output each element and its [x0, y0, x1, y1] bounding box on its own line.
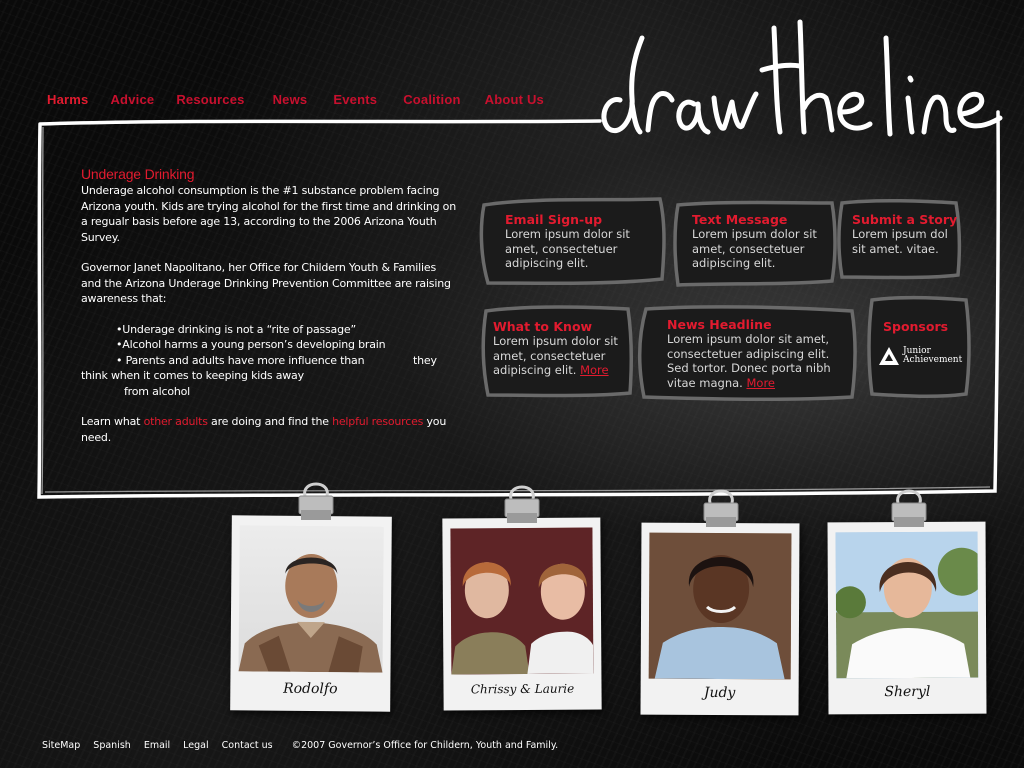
nav-news[interactable]: News — [272, 92, 308, 107]
footer-legal-link[interactable]: Legal — [183, 740, 209, 751]
portrait-sheryl — [836, 532, 979, 679]
binder-clip-icon — [700, 483, 742, 533]
junior-achievement-icon — [878, 346, 900, 366]
other-adults-link[interactable]: other adults — [143, 415, 208, 428]
photo-card-judy[interactable] — [640, 523, 799, 716]
news-headline-text — [667, 332, 851, 390]
what-to-know-more-link[interactable]: More — [580, 363, 609, 377]
sponsor-name-line2: Achievement — [903, 355, 963, 365]
what-to-know-body: Lorem ipsum dolor sit amet, consectetuer adipiscing elit. — [493, 334, 618, 377]
helpful-resources-link[interactable]: helpful resources — [332, 415, 424, 428]
binder-clip-icon — [888, 483, 930, 533]
news-headline-body: Lorem ipsum dolor sit amet, consectetuer adipiscing elit. Sed tortor. Donec porta nibh vitae magna. — [667, 332, 831, 390]
footer — [42, 740, 558, 751]
closing-post: you need. — [81, 415, 447, 444]
binder-clip-icon — [295, 476, 337, 526]
photo-card-chrissy-laurie[interactable] — [442, 517, 601, 710]
footer-contact-link[interactable]: Contact us — [221, 740, 273, 751]
nav-harms[interactable]: Harms — [47, 92, 89, 107]
news-headline-title: News Headline — [667, 317, 772, 332]
nav-advice[interactable]: Advice — [110, 92, 155, 107]
portrait-judy — [649, 533, 792, 680]
text-message-title: Text Message — [692, 212, 788, 227]
intro-closing — [81, 414, 456, 445]
caption-judy: Judy — [703, 684, 736, 702]
email-signup-title: Email Sign-up — [505, 212, 603, 227]
intro-paragraph-2: Governor Janet Napolitano, her Office for Childern Youth & Families and the Arizona Underage Drinking Prevention Committee are raising awareness that: — [81, 261, 451, 305]
photo-card-rodolfo[interactable] — [230, 515, 392, 711]
caption-rodolfo: Rodolfo — [283, 680, 338, 698]
photo-rodolfo — [238, 525, 383, 672]
intro-title: Underage Drinking — [81, 166, 195, 182]
bullet-parents-text-a: Parents and adults have more influence than — [125, 353, 365, 367]
junior-achievement-logo[interactable] — [878, 344, 966, 368]
what-to-know-text — [493, 334, 633, 378]
photo-judy — [649, 533, 792, 680]
email-signup-box[interactable] — [476, 195, 668, 287]
email-signup-text: Lorem ipsum dolor sit amet, consectetuer adipiscing elit. — [505, 227, 630, 270]
news-headline-box[interactable] — [636, 303, 858, 401]
what-to-know-title: What to Know — [493, 319, 593, 334]
submit-story-box[interactable] — [836, 197, 962, 281]
footer-email-link[interactable]: Email — [143, 740, 171, 751]
intro-section — [81, 166, 456, 460]
nav-about-us[interactable]: About Us — [484, 92, 544, 107]
bullet-parents-text-d: from alcohol — [124, 384, 191, 398]
draw-the-line-logo[interactable] — [590, 8, 1010, 158]
binder-clip-icon — [501, 479, 543, 529]
sponsor-name-line1: Junior — [903, 345, 931, 356]
text-message-box[interactable] — [672, 197, 838, 287]
bullet-rite-of-passage: • Underage drinking is not a “rite of passage” — [116, 322, 456, 338]
bullet-developing-brain: • Alcohol harms a young person’s developing brain — [116, 337, 456, 353]
bullet-parents-continuation-2 — [81, 384, 456, 400]
photo-sheryl — [836, 532, 979, 679]
nav-coalition[interactable]: Coalition — [403, 92, 461, 107]
photo-chrissy-laurie — [450, 528, 593, 675]
main-nav — [47, 92, 566, 107]
sponsors-title: Sponsors — [883, 319, 949, 334]
caption-sheryl: Sheryl — [884, 683, 931, 701]
bullet-parents-influence — [116, 353, 456, 369]
submit-story-title: Submit a Story — [852, 212, 958, 227]
text-message-text: Lorem ipsum dolor sit amet, consectetuer adipiscing elit. — [692, 227, 817, 270]
caption-chrissy-laurie: Chrissy & Laurie — [470, 681, 575, 697]
photo-card-sheryl[interactable] — [827, 522, 986, 715]
submit-story-text: Lorem ipsum dol sit amet. vitae. — [852, 227, 948, 256]
portrait-chrissy-laurie — [450, 528, 593, 675]
news-more-link[interactable]: More — [746, 375, 775, 390]
what-to-know-box[interactable] — [480, 303, 634, 399]
nav-events[interactable]: Events — [333, 92, 378, 107]
footer-spanish-link[interactable]: Spanish — [93, 740, 131, 751]
closing-pre: Learn what — [81, 415, 144, 428]
footer-sitemap-link[interactable]: SiteMap — [42, 740, 81, 751]
bullet-parents-text-b: they — [413, 353, 437, 367]
bullet-parents-text-c: think when it comes to keeping kids away — [81, 369, 304, 382]
intro-bullet-list — [81, 322, 456, 369]
intro-paragraph-1: Underage alcohol consumption is the #1 substance problem facing Arizona youth. Kids are trying alcohol for the first time and drinking on a regualr basis before age 13, according to the 2006 Arizona Youth Survey. — [81, 184, 456, 244]
bullet-parents-continuation — [81, 368, 456, 384]
closing-mid: are doing and find the — [207, 415, 333, 428]
portrait-rodolfo — [238, 525, 383, 672]
sponsors-box — [866, 294, 972, 400]
nav-resources[interactable]: Resources — [176, 92, 245, 107]
footer-copyright: ©2007 Governor’s Office for Childern, Youth and Family. — [291, 740, 559, 751]
